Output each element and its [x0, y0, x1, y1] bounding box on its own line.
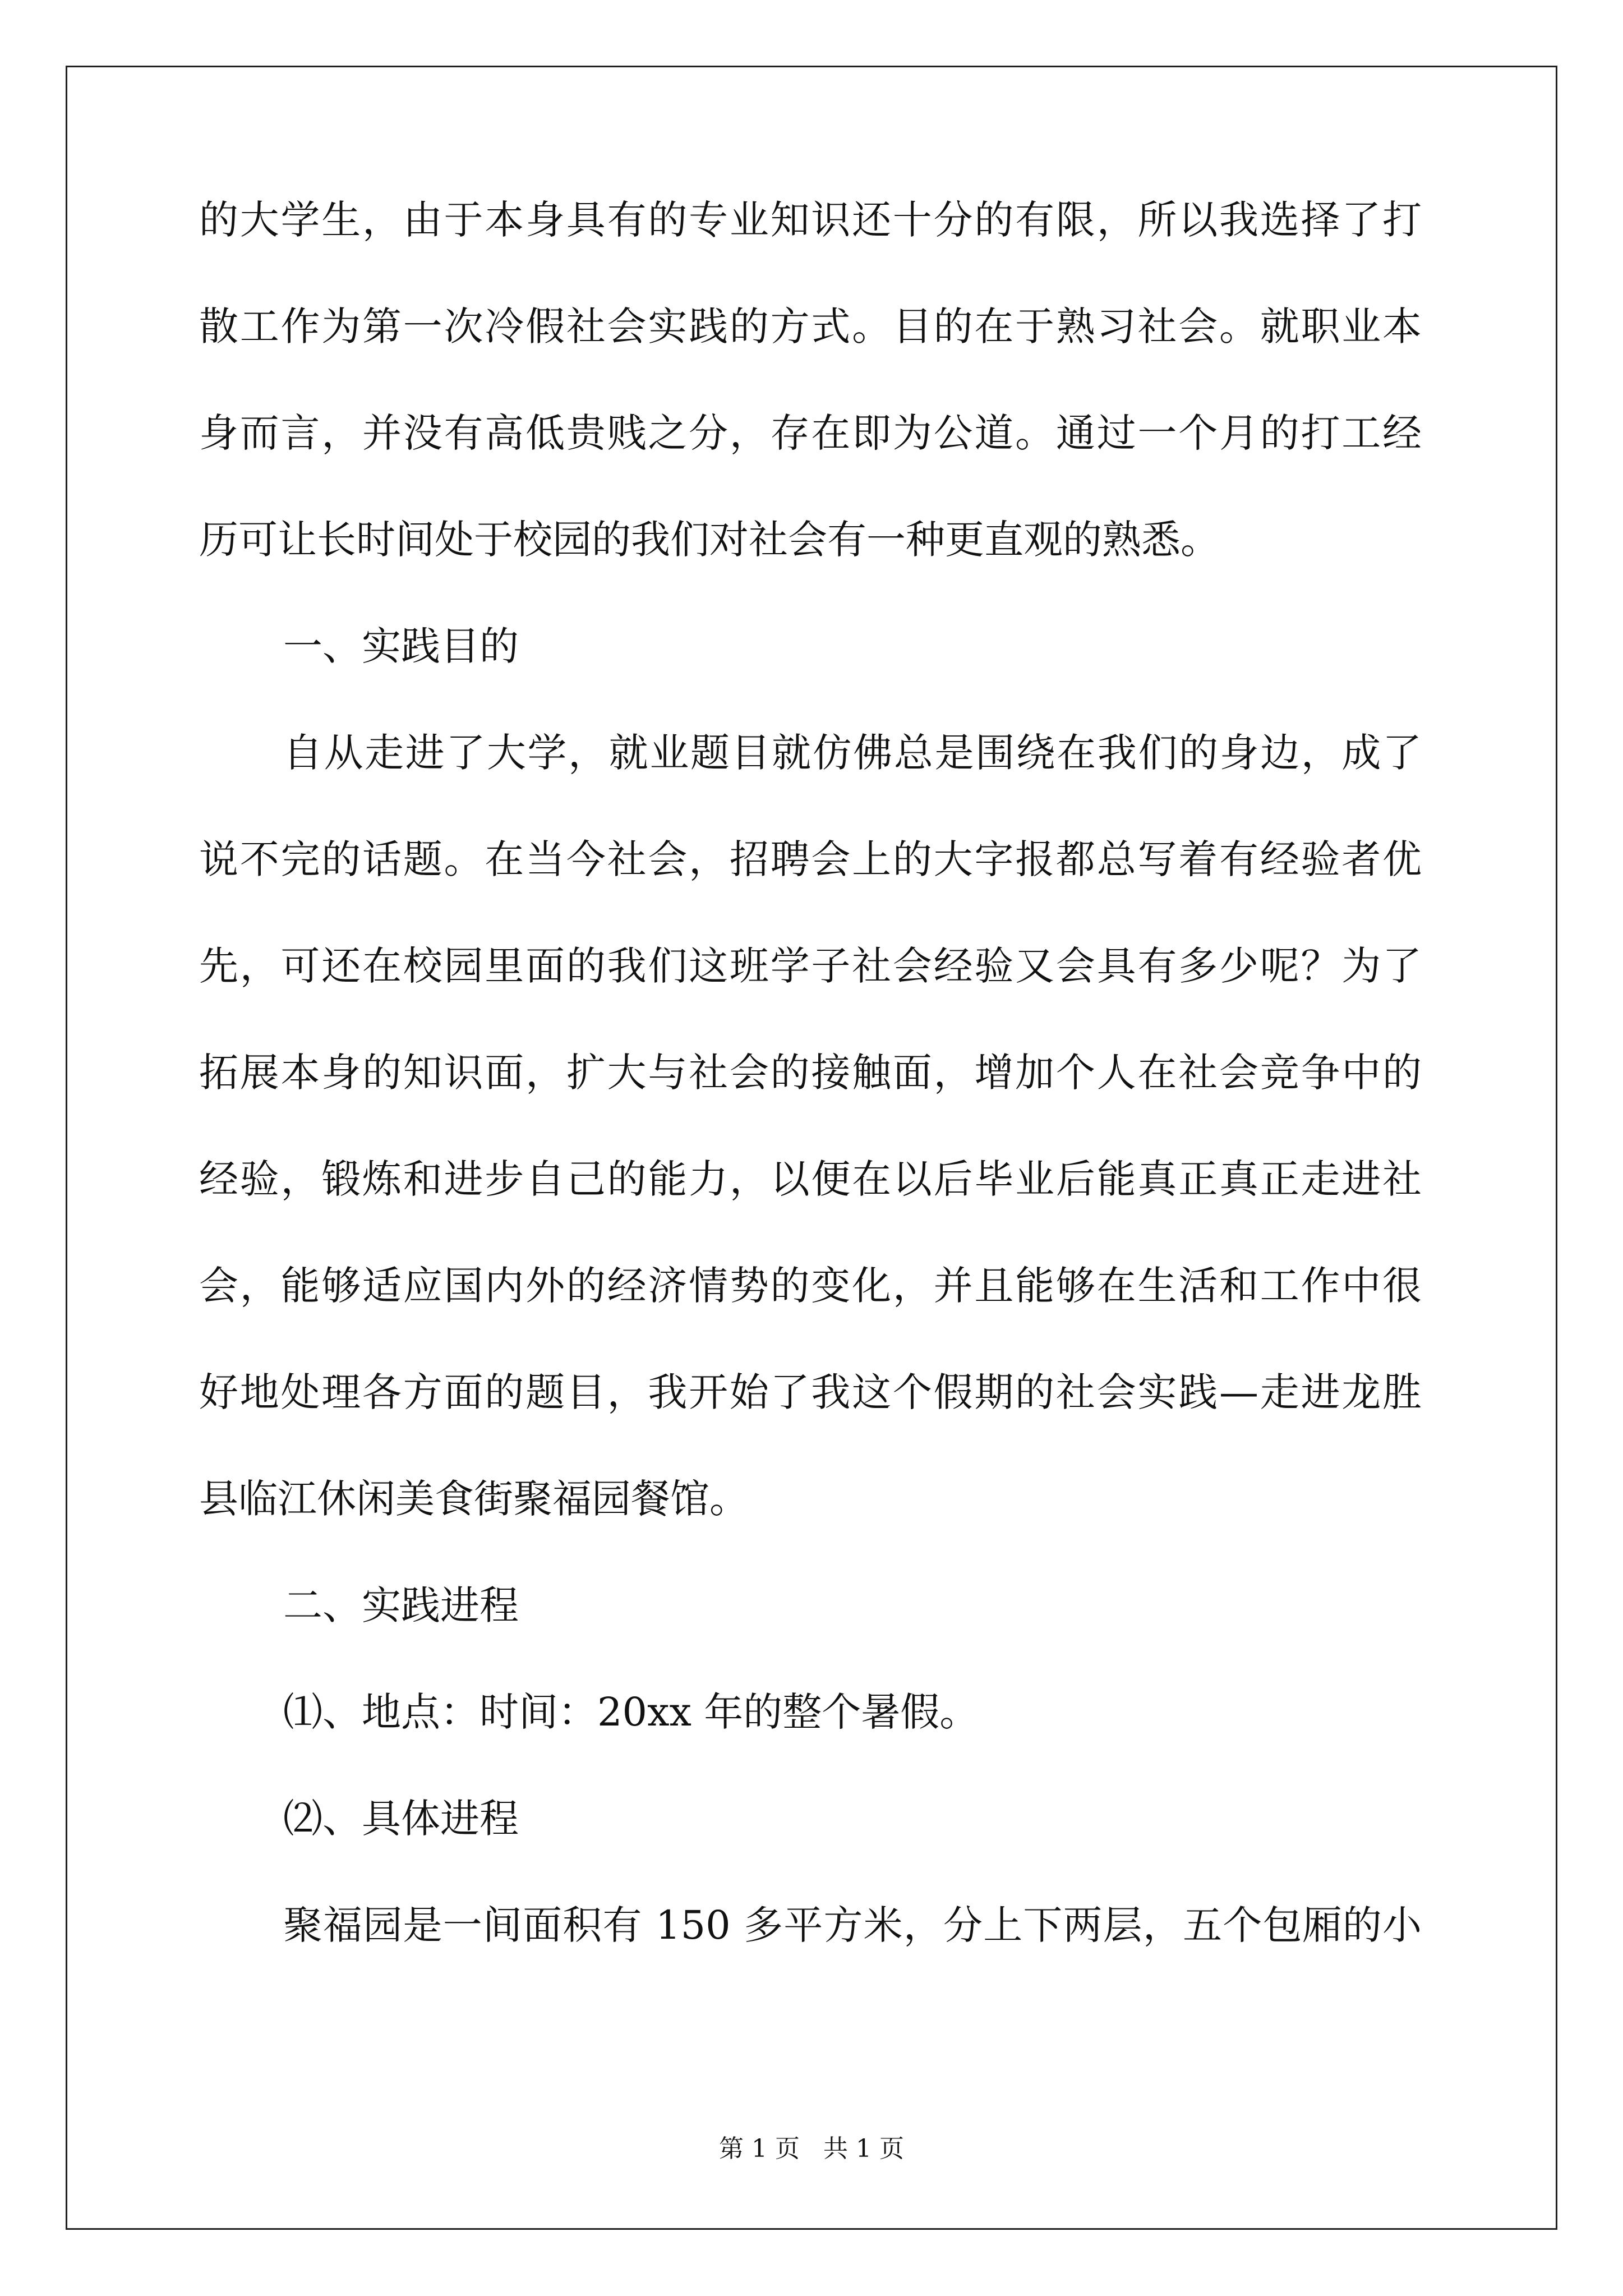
text-line: 散工作为第一次冷假社会实践的方式。目的在于熟习社会。就职业本	[199, 303, 1422, 349]
text-line: 一、实践目的	[283, 623, 519, 669]
text-line: 的大学生，由于本身具有的专业知识还十分的有限，所以我选择了打	[199, 197, 1422, 243]
text-line: 拓展本身的知识面，扩大与社会的接触面，增加个人在社会竞争中的	[199, 1050, 1422, 1096]
text-line: 聚福园是一间面积有 150 多平方米，分上下两层，五个包厢的小	[283, 1902, 1422, 1948]
text-line: 自从走进了大学，就业题目就仿佛总是围绕在我们的身边，成了	[283, 730, 1422, 776]
text-line: 历可让长时间处于校园的我们对社会有一种更直观的熟悉。	[199, 517, 1220, 563]
text-line: ⑴、地点：时间：20xx 年的整个暑假。	[283, 1689, 979, 1735]
text-line: 县临江休闲美食街聚福园餐馆。	[199, 1476, 749, 1522]
text-line: 说不完的话题。在当今社会，招聘会上的大字报都总写着有经验者优	[199, 836, 1422, 882]
document-body	[199, 196, 1422, 2008]
text-line: 好地处理各方面的题目，我开始了我这个假期的社会实践—走进龙胜	[199, 1369, 1422, 1415]
text-line: 会，能够适应国内外的经济情势的变化，并且能够在生活和工作中很	[199, 1263, 1422, 1309]
page-footer: 第 1 页 共 1 页	[719, 2134, 904, 2163]
text-line: 经验，锻炼和进步自己的能力，以便在以后毕业后能真正真正走进社	[199, 1156, 1422, 1202]
text-line: ⑵、具体进程	[283, 1796, 519, 1842]
text-line: 二、实践进程	[283, 1582, 519, 1628]
text-line: 先，可还在校园里面的我们这班学子社会经验又会具有多少呢？为了	[199, 943, 1422, 989]
text-line: 身而言，并没有高低贵贱之分，存在即为公道。通过一个月的打工经	[199, 410, 1422, 456]
